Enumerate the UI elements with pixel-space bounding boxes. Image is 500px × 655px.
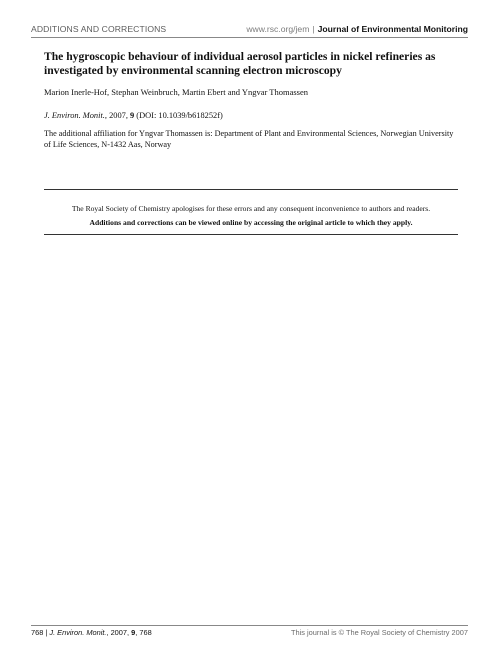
footer-journal: J. Environ. Monit.	[49, 628, 107, 637]
footer-citation	[31, 628, 152, 637]
citation-year: , 2007,	[104, 111, 130, 120]
header-separator: |	[312, 24, 315, 34]
apology-text: The Royal Society of Chemistry apologises for these errors and any consequent inconvenience to authors and readers.	[71, 204, 431, 213]
correction-text: The additional affiliation for Yngvar Thomassen is: Department of Plant and Environmental Sciences, Norwegian University of Life Sciences, N-1432 Aas, Norway	[44, 129, 454, 150]
page-number: 768	[31, 628, 44, 637]
citation-volume: 9	[130, 111, 135, 120]
copyright-notice: This journal is © The Royal Society of Chemistry 2007	[290, 628, 468, 637]
journal-name: Journal of Environmental Monitoring	[317, 24, 468, 34]
author-list: Marion Inerle-Hof, Stephan Weinbruch, Martin Ebert and Yngvar Thomassen	[44, 87, 309, 97]
online-access-note: Additions and corrections can be viewed online by accessing the original article to which they apply.	[89, 218, 413, 227]
header-divider	[31, 37, 468, 38]
article-citation	[44, 111, 223, 120]
footer-separator: |	[43, 628, 50, 637]
running-header	[31, 21, 468, 37]
footer-volume: 9	[131, 628, 136, 637]
notice-bottom-rule	[44, 234, 458, 235]
citation-journal: J. Environ. Monit.	[44, 111, 105, 120]
citation-doi: (DOI: 10.1039/b618252f)	[134, 111, 223, 120]
footer-divider	[31, 625, 468, 626]
journal-url-link[interactable]: www.rsc.org/jem	[246, 24, 310, 34]
notice-top-rule	[44, 189, 458, 190]
running-footer	[31, 628, 468, 640]
footer-pages: , 768	[135, 628, 152, 637]
footer-year: , 2007,	[106, 628, 132, 637]
section-label: ADDITIONS AND CORRECTIONS	[31, 24, 167, 34]
article-title: The hygroscopic behaviour of individual aerosol particles in nickel refineries as investigated by environmental scanning electron microscopy	[44, 50, 436, 77]
header-right	[246, 24, 468, 34]
